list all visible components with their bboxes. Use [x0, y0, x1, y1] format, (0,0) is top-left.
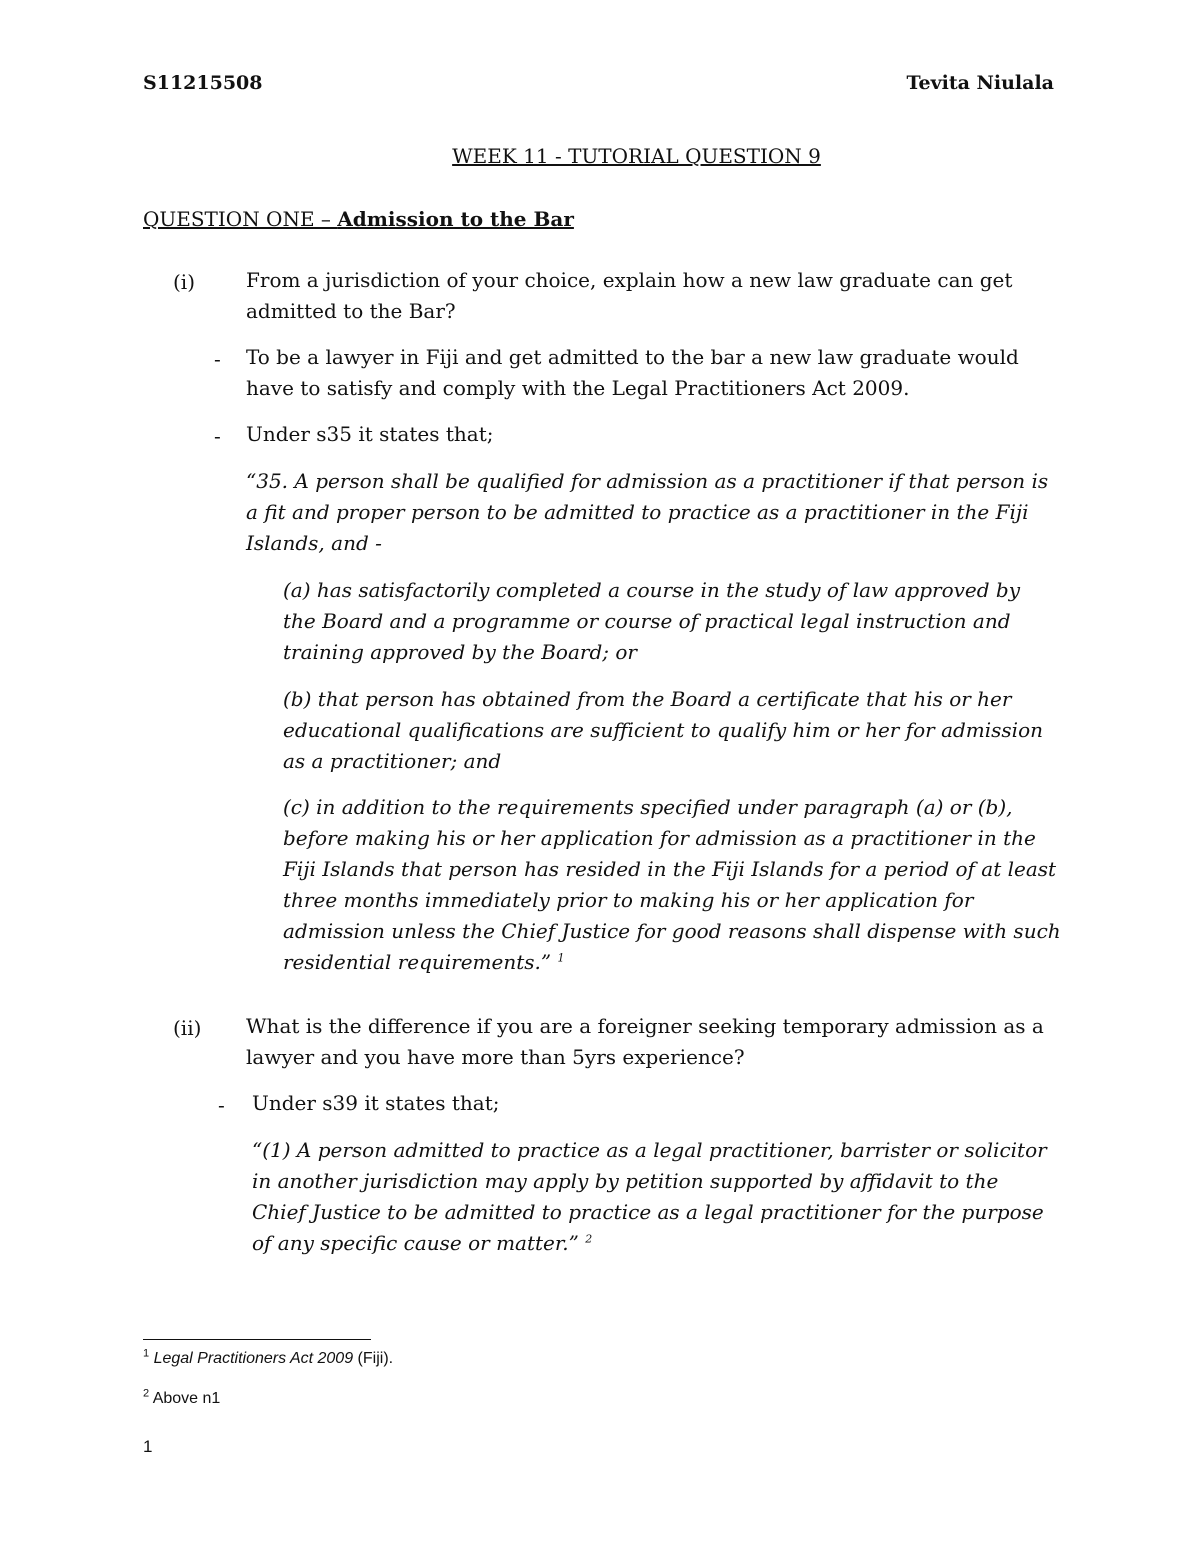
bullet-marker: - [214, 424, 221, 448]
document-title: WEEK 11 - TUTORIAL QUESTION 9 [452, 144, 821, 168]
footnote-1-title: Legal Practitioners Act 2009 [153, 1350, 354, 1367]
part-i-bullet-1: To be a lawyer in Fiji and get admitted to the bar a new law graduate would have to satisfy and comply with the Legal Practitioners Act 2009. [246, 345, 1019, 400]
footnote-1-text: (Fiji). [353, 1350, 394, 1367]
page-number: 1 [143, 1437, 153, 1456]
s39-quote [252, 1135, 1057, 1259]
part-ii-number: (ii) [173, 1016, 202, 1040]
bullet-marker: - [218, 1093, 225, 1117]
s35-quote-c [283, 792, 1063, 978]
s35-quote-intro: “35. A person shall be qualified for admission as a practitioner if that person is a fit and proper person to be admitted to practice as a practitioner in the Fiji Islands, and - [246, 469, 1049, 555]
header-student-id: S11215508 [143, 72, 263, 94]
part-i-bullet-2: Under s35 it states that; [246, 422, 494, 446]
part-i-number: (i) [173, 270, 196, 294]
footnote-2-mark: 2 [143, 1387, 150, 1400]
part-ii-question: What is the difference if you are a foreigner seeking temporary admission as a lawyer and you have more than 5yrs experience? [246, 1014, 1044, 1069]
s35-quote-b: (b) that person has obtained from the Board a certificate that his or her educational qualifications are sufficient to qualify him or her for admission as a practitioner; and [283, 687, 1043, 773]
footnote-ref-2: 2 [585, 1232, 593, 1246]
footnote-1 [143, 1347, 394, 1368]
s35-quote-c-text: (c) in addition to the requirements specified under paragraph (a) or (b), before making his or her application for admission as a practitioner in the Fiji Islands that person has resided in the Fiji Islands for a period of at least three months immediately prior to making his or her application for admission unless the Chief Justice for good reasons shall dispense with such residential requirements.” [283, 795, 1061, 974]
footnote-separator [143, 1339, 371, 1340]
bullet-marker: - [214, 347, 221, 371]
s39-quote-text: “(1) A person admitted to practice as a legal practitioner, barrister or solicitor in another jurisdiction may apply by petition supported by affidavit to the Chief Justice to be admitted to practice as a legal practitioner for the purpose of any specific cause or matter.” [252, 1138, 1047, 1255]
question-one-heading [143, 207, 574, 231]
part-i-question: From a jurisdiction of your choice, explain how a new law graduate can get admitted to the Bar? [246, 268, 1013, 323]
footnote-ref-1: 1 [557, 951, 565, 965]
footnote-1-mark: 1 [143, 1347, 150, 1360]
footnote-2-text: Above n1 [149, 1390, 221, 1407]
question-one-heading-prefix: QUESTION ONE – [143, 207, 338, 231]
footnote-2 [143, 1387, 221, 1408]
header-author: Tevita Niulala [906, 72, 1054, 94]
s35-quote-a: (a) has satisfactorily completed a course in the study of law approved by the Board and a programme or course of practical legal instruction and training approved by the Board; or [283, 578, 1021, 664]
question-one-heading-topic: Admission to the Bar [337, 207, 574, 231]
part-ii-bullet-1: Under s39 it states that; [252, 1091, 500, 1115]
